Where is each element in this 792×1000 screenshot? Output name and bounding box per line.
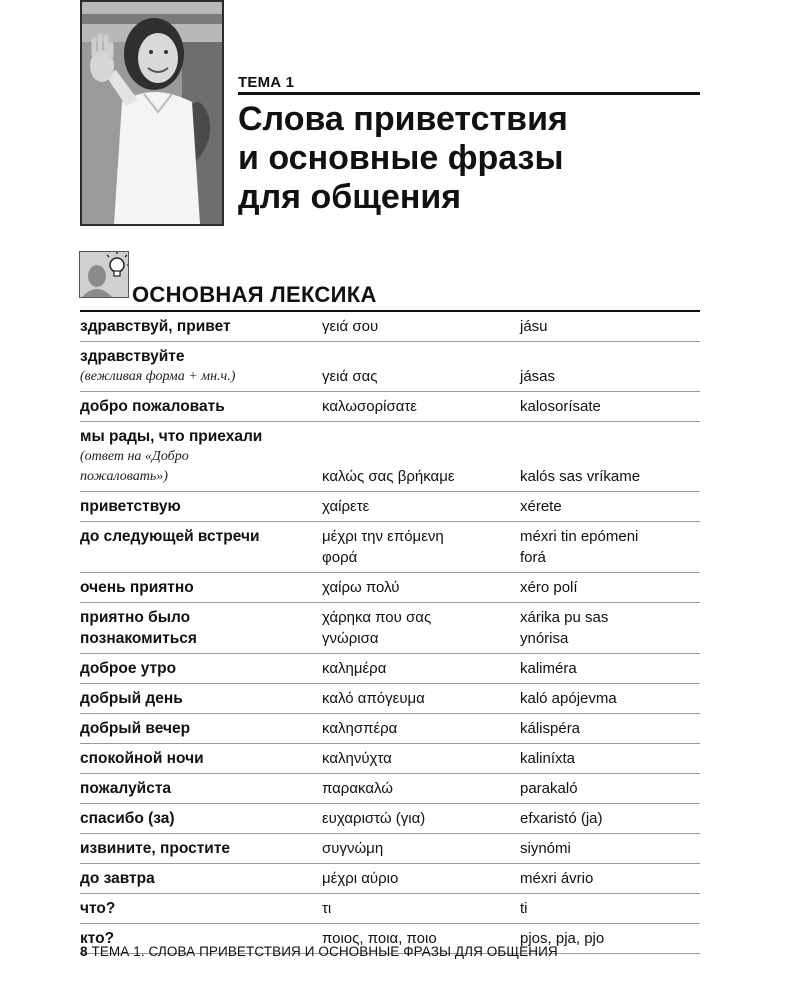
greek-cell <box>322 316 520 337</box>
transliteration-cell <box>520 526 700 568</box>
greek-cell <box>322 396 520 417</box>
russian-cell <box>80 688 322 709</box>
table-row <box>80 422 700 492</box>
russian-cell <box>80 748 322 769</box>
transliteration-cell <box>520 316 700 337</box>
transliteration-cell <box>520 808 700 829</box>
transliteration: méxri ávrio <box>520 870 594 887</box>
table-row <box>80 894 700 924</box>
table-row <box>80 744 700 774</box>
russian-cell <box>80 778 322 799</box>
transliteration: jásu <box>520 318 548 335</box>
transliteration-cell <box>520 748 700 769</box>
greek-cell <box>322 868 520 889</box>
greek-term: ποιος, ποια, ποιο <box>322 930 437 947</box>
russian-term: здравствуйте <box>80 348 185 365</box>
russian-cell <box>80 808 322 829</box>
table-row <box>80 573 700 603</box>
greek-term: καλημέρα <box>322 660 387 677</box>
table-row <box>80 392 700 422</box>
transliteration: kalosorísate <box>520 398 601 415</box>
greek-cell <box>322 346 520 387</box>
russian-term: пожалуйста <box>80 780 172 797</box>
greek-term: γνώρισα <box>322 630 379 647</box>
russian-term: приятно было <box>80 609 191 626</box>
table-row <box>80 312 700 342</box>
lightbulb-head-icon <box>79 251 129 298</box>
transliteration: kaló apójevma <box>520 690 617 707</box>
page-number: 8 <box>80 944 88 959</box>
table-row <box>80 654 700 684</box>
transliteration-cell <box>520 426 700 487</box>
transliteration: efxaristó (ja) <box>520 810 603 827</box>
vocabulary-table <box>80 310 700 954</box>
greek-term: τι <box>322 900 332 917</box>
greek-cell <box>322 526 520 568</box>
russian-term: до завтра <box>80 870 155 887</box>
chapter-title-line: и основные фразы <box>238 139 564 177</box>
table-row <box>80 522 700 573</box>
page-footer <box>80 944 558 959</box>
transliteration: jásas <box>520 368 556 385</box>
running-title: ТЕМА 1. СЛОВА ПРИВЕТСТВИЯ И ОСНОВНЫЕ ФРАЗЫ ДЛЯ ОБЩЕНИЯ <box>91 944 558 959</box>
russian-cell <box>80 838 322 859</box>
table-row <box>80 864 700 894</box>
greek-term: γειά σου <box>322 318 379 335</box>
greek-cell <box>322 496 520 517</box>
chapter-title-line: для общения <box>238 178 462 216</box>
russian-cell <box>80 496 322 517</box>
greek-term: γειά σας <box>322 368 378 385</box>
transliteration-cell <box>520 718 700 739</box>
transliteration: kálispéra <box>520 720 581 737</box>
transliteration: ynórisa <box>520 630 569 647</box>
greek-term: παρακαλώ <box>322 780 393 797</box>
russian-cell <box>80 868 322 889</box>
greek-term: καλό απόγευμα <box>322 690 425 707</box>
table-row <box>80 684 700 714</box>
transliteration: siynómi <box>520 840 571 857</box>
chapter-rule <box>238 92 700 95</box>
russian-cell <box>80 426 322 487</box>
greek-term: ευχαριστώ (για) <box>322 810 426 827</box>
russian-term: извините, простите <box>80 840 231 857</box>
transliteration: kaliméra <box>520 660 577 677</box>
russian-term: добрый вечер <box>80 720 191 737</box>
russian-cell <box>80 718 322 739</box>
russian-term: здравствуй, привет <box>80 318 231 335</box>
greek-term: συγνώμη <box>322 840 384 857</box>
section-title: ОСНОВНАЯ ЛЕКСИКА <box>132 282 377 307</box>
russian-cell <box>80 577 322 598</box>
transliteration: ti <box>520 900 528 917</box>
table-row <box>80 342 700 392</box>
greek-cell <box>322 658 520 679</box>
greek-cell <box>322 718 520 739</box>
greek-term: χαίρετε <box>322 498 370 515</box>
russian-term: спасибо (за) <box>80 810 175 827</box>
greek-cell <box>322 748 520 769</box>
greek-cell <box>322 838 520 859</box>
greek-cell <box>322 898 520 919</box>
russian-term: доброе утро <box>80 660 177 677</box>
transliteration-cell <box>520 838 700 859</box>
transliteration-cell <box>520 898 700 919</box>
transliteration: forá <box>520 549 546 566</box>
table-row <box>80 603 700 654</box>
russian-term: приветствую <box>80 498 181 515</box>
chapter-title <box>238 100 698 217</box>
greek-cell <box>322 577 520 598</box>
transliteration-cell <box>520 496 700 517</box>
table-row <box>80 492 700 522</box>
russian-term: познакомиться <box>80 630 197 647</box>
transliteration-cell <box>520 607 700 649</box>
transliteration: kaliníxta <box>520 750 576 767</box>
russian-term: добрый день <box>80 690 183 707</box>
transliteration-cell <box>520 868 700 889</box>
russian-term: добро пожаловать <box>80 398 225 415</box>
transliteration: xéro polí <box>520 579 578 596</box>
greek-cell <box>322 778 520 799</box>
table-row <box>80 834 700 864</box>
transliteration: xárika pu sas <box>520 609 609 626</box>
transliteration: parakaló <box>520 780 578 797</box>
transliteration-cell <box>520 688 700 709</box>
greek-term: φορά <box>322 549 358 566</box>
russian-cell <box>80 607 322 649</box>
chapter-title-line: Слова приветствия <box>238 100 568 138</box>
russian-cell <box>80 316 322 337</box>
greek-cell <box>322 426 520 487</box>
usage-note: пожаловать») <box>80 469 168 484</box>
russian-cell <box>80 346 322 387</box>
table-row <box>80 804 700 834</box>
greek-term: χάρηκα που σας <box>322 609 432 626</box>
greek-term: καλώς σας βρήκαμε <box>322 468 455 485</box>
russian-cell <box>80 526 322 568</box>
transliteration: pjos, pja, pjo <box>520 930 605 947</box>
transliteration: xérete <box>520 498 562 515</box>
transliteration-cell <box>520 658 700 679</box>
russian-term: очень приятно <box>80 579 194 596</box>
russian-term: кто? <box>80 930 115 947</box>
transliteration: kalós sas vríkame <box>520 468 641 485</box>
transliteration-cell <box>520 778 700 799</box>
chapter-label: ТЕМА 1 <box>238 74 295 91</box>
table-row <box>80 714 700 744</box>
russian-cell <box>80 396 322 417</box>
greek-term: χαίρω πολύ <box>322 579 400 596</box>
transliteration: méxri tin epómeni <box>520 528 639 545</box>
transliteration-cell <box>520 346 700 387</box>
greek-term: μέχρι την επόμενη <box>322 528 444 545</box>
greek-term: καλησπέρα <box>322 720 398 737</box>
greek-term: μέχρι αύριο <box>322 870 399 887</box>
russian-term: мы рады, что приехали <box>80 428 263 445</box>
transliteration-cell <box>520 577 700 598</box>
greek-cell <box>322 607 520 649</box>
russian-cell <box>80 898 322 919</box>
table-row <box>80 774 700 804</box>
greek-cell <box>322 808 520 829</box>
chapter-photo <box>80 0 224 226</box>
russian-term: что? <box>80 900 116 917</box>
russian-term: спокойной ночи <box>80 750 204 767</box>
greek-term: καλωσορίσατε <box>322 398 417 415</box>
greek-cell <box>322 688 520 709</box>
transliteration-cell <box>520 396 700 417</box>
usage-note: (вежливая форма + мн.ч.) <box>80 369 236 384</box>
russian-cell <box>80 658 322 679</box>
greek-term: καληνύχτα <box>322 750 392 767</box>
usage-note: (ответ на «Добро <box>80 449 189 464</box>
russian-term: до следующей встречи <box>80 528 260 545</box>
